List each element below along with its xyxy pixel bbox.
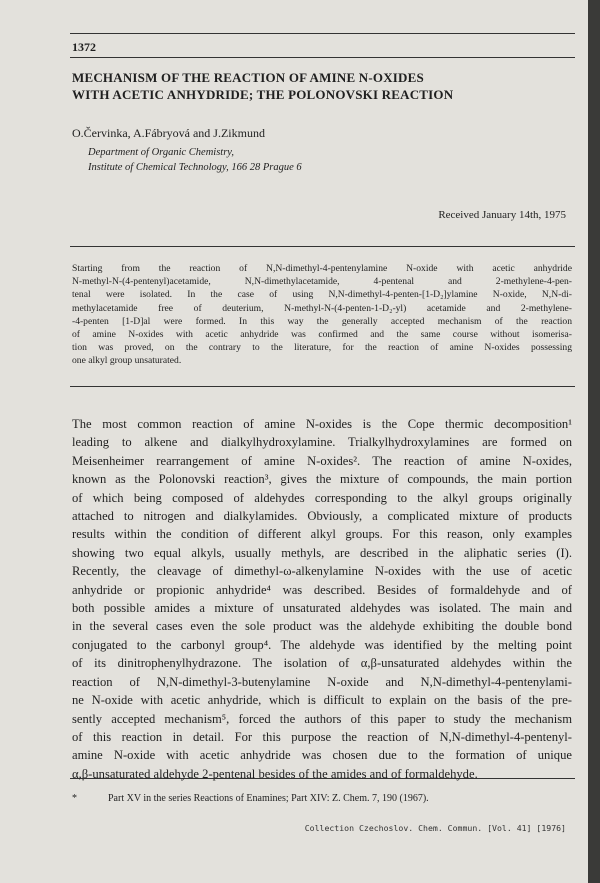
top-rule <box>70 33 575 34</box>
body-line: Recently, the cleavage of dimethyl-ω-alkenylamine N-oxides with the use of acetic <box>72 564 572 579</box>
body-line: reaction of N,N-dimethyl-3-butenylamine N-oxide and N,N-dimethyl-4-pentenylami- <box>72 674 572 689</box>
body-line: attached to nitrogen and dialkylamides. Obviously, a complicated mixture of products <box>72 509 572 524</box>
abstract-line: of amine N-oxides with acetic anhydride was confirmed and the same course without isomerisa- <box>72 329 572 341</box>
body-line: of which being composed of aldehydes corresponding to the alkyl groups originally <box>72 490 572 505</box>
authors: O.Červinka, A.Fábryová and J.Zikmund <box>72 126 265 140</box>
abstract-top-rule <box>70 246 575 247</box>
body-line: showing two equal alkyls, usually methyls, are described in the aliphatic series (I). <box>72 545 572 560</box>
affiliation-line: Department of Organic Chemistry, <box>88 147 235 158</box>
abstract-line: tion was proved, on the contrary to the literature, for the reaction of amine N-oxides possessing <box>72 342 572 354</box>
abstract-line: N-methyl-N-(4-pentenyl)acetamide, N,N-dimethylacetamide, 4-pentenal and 2-methylene-4-pen- <box>72 276 572 288</box>
body-line: leading to alkene and dialkylhydroxylamine. Trialkylhydroxylamines are formed on <box>72 435 572 450</box>
journal-footer: Collection Czechoslov. Chem. Commun. [Vol. 41] [1976] <box>304 823 566 833</box>
body-line: The most common reaction of amine N-oxides is the Cope thermic decomposition¹ <box>72 417 572 431</box>
body-line: of its dinitrophenylhydrazone. The isolation of α,β-unsaturated aldehydes within the <box>72 656 572 671</box>
body-line: Meisenheimer rearrangement of amine N-oxides². The reaction of amine N-oxides, <box>72 453 572 468</box>
body-line: of this reaction in detail. For this purpose the reaction of N,N-dimethyl-4-pentenyl- <box>72 729 572 744</box>
abstract-line: -4-penten [1-D]al were formed. In this way the generally accepted mechanism of the reaction <box>72 315 572 327</box>
footnote-rule <box>70 778 575 779</box>
footnote-marker: * <box>72 793 77 804</box>
received-date: Received January 14th, 1975 <box>438 209 566 221</box>
body-line: conjugated to the carbonyl group⁴. The aldehyde was identified by the melting point <box>72 637 572 652</box>
abstract <box>72 262 572 368</box>
body-line: results within the condition of different alkyl groups. For this reason, only examples <box>72 527 572 542</box>
affiliation <box>88 145 302 175</box>
header-rule <box>70 57 575 58</box>
abstract-line: Starting from the reaction of N,N-dimethyl-4-pentenylamine N-oxide with acetic anhydride <box>72 263 572 274</box>
body-line: anhydride or propionic anhydride⁴ was described. Besides of formaldehyde and of <box>72 582 572 597</box>
scan-edge <box>588 0 600 883</box>
title-line: MECHANISM OF THE REACTION OF AMINE N-OXIDES <box>72 70 424 85</box>
body-text <box>72 415 572 783</box>
abstract-line: one alkyl group unsaturated. <box>72 355 182 367</box>
article-title <box>72 69 572 103</box>
body-line: ne N-oxide with acetic anhydride, which is difficult to explain on the basis of the pre- <box>72 693 572 708</box>
body-line: known as the Polonovski reaction³, gives the mixture of compounds, the main portion <box>72 472 572 487</box>
body-line: sently accepted mechanism⁵, forced the authors of this paper to study the mechanism <box>72 711 572 726</box>
body-line: in the several cases even the sole product was the aldehyde exhibiting the double bond <box>72 619 572 634</box>
footnote <box>72 793 572 804</box>
title-line: WITH ACETIC ANHYDRIDE; THE POLONOVSKI REACTION <box>72 87 454 102</box>
abstract-line: methylacetamide free of deuterium, N-methyl-N-(4-penten-1-D₂-yl) acetamide and 2-methylene- <box>72 302 572 314</box>
body-line: α,β-unsaturated aldehyde 2-pentenal besides of the amides and of formaldehyde. <box>72 766 478 781</box>
abstract-bottom-rule <box>70 386 575 387</box>
body-line: amine N-oxide with acetic anhydride was chosen due to the formation of unique <box>72 748 572 763</box>
page-number: 1372 <box>72 40 96 54</box>
abstract-line: tenal were isolated. In the case of using N,N-dimethyl-4-penten-[1-D₂]ylamine N-oxide, N,N-di- <box>72 289 572 301</box>
footnote-text: Part XV in the series Reactions of Enamines; Part XIV: Z. Chem. 7, 190 (1967). <box>108 793 429 804</box>
body-line: both possible amides a mixture of unsaturated aldehydes was isolated. The main and <box>72 601 572 616</box>
affiliation-line: Institute of Chemical Technology, 166 28 Prague 6 <box>88 162 302 173</box>
